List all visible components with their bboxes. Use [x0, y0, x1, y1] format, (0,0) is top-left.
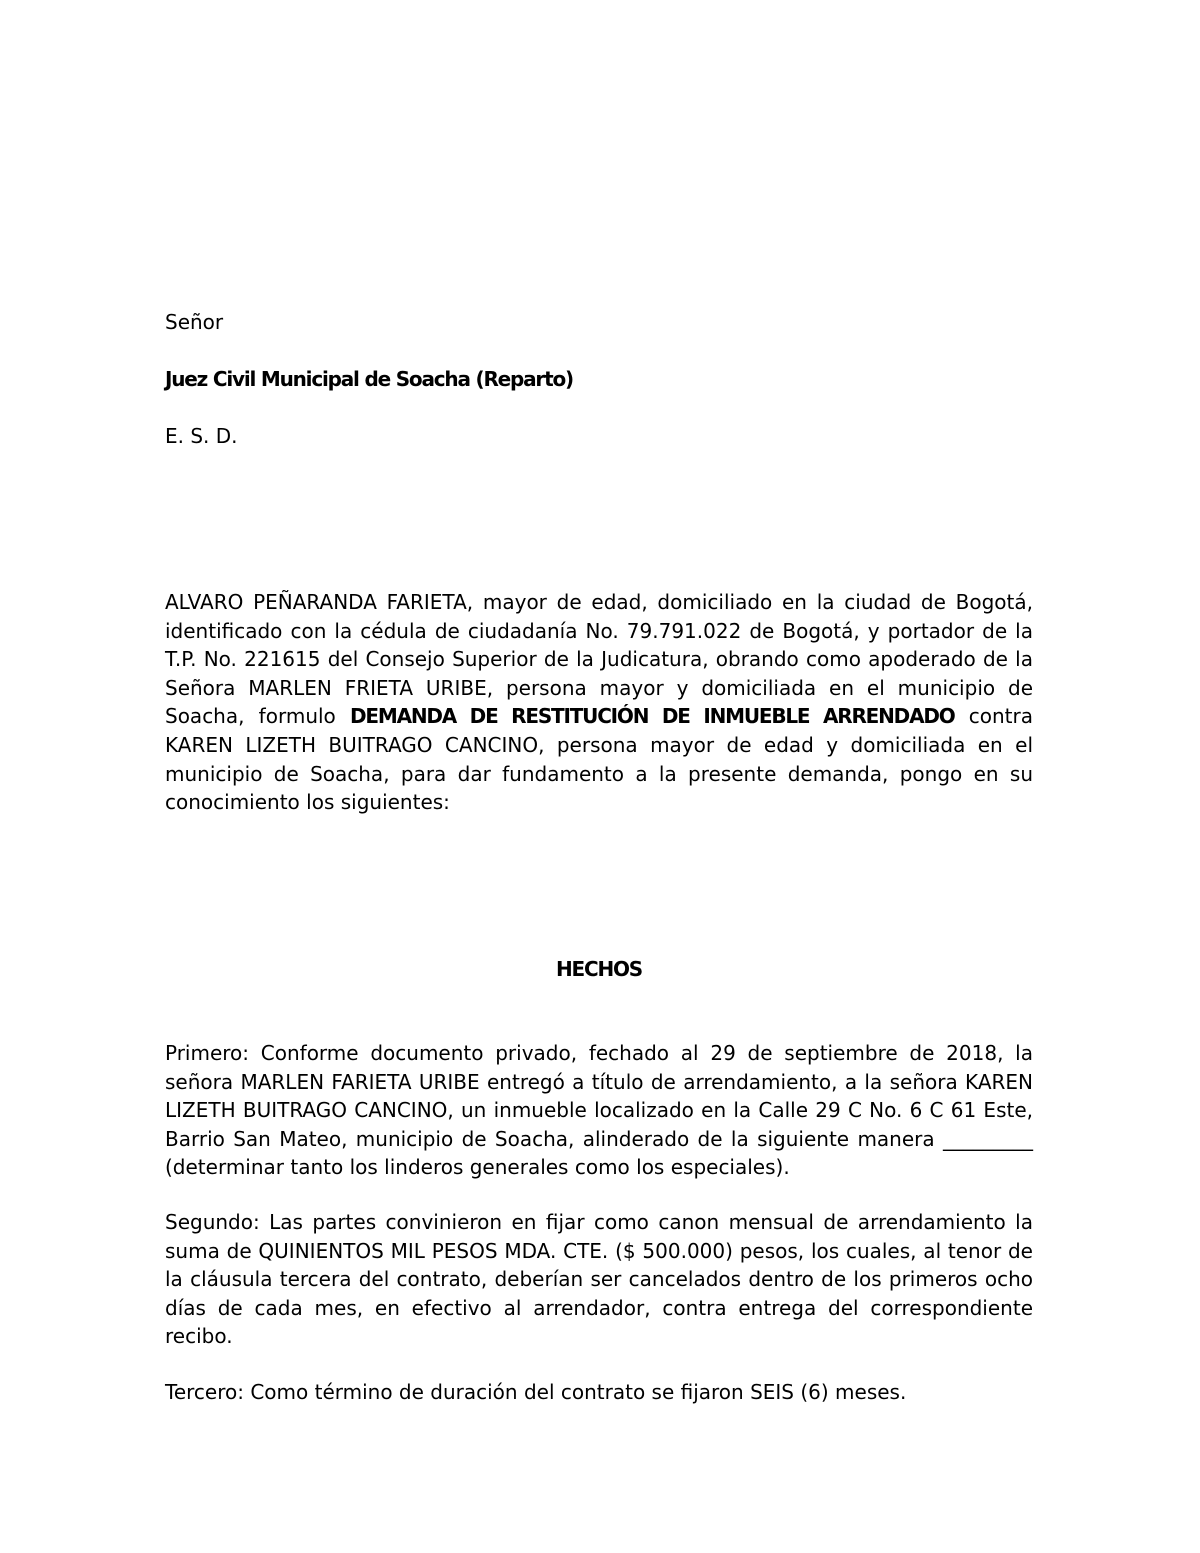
- addressee: Juez Civil Municipal de Soacha (Reparto): [165, 367, 573, 391]
- section-heading-hechos: HECHOS: [555, 957, 643, 981]
- intro-text-1: ALVARO PEÑARANDA FARIETA, mayor de edad, domiciliado en la ciudad de Bogotá, identificado con la cédula de ciudadanía No. 79.791.022 de Bogotá, y portador de la T.P. No. 221615 del Consejo Superior de la Judicatura, obrando como apoderado de la Señora MARLEN FRIETA URIBE, persona mayor y domiciliada en el municipio de Soacha, formulo: [165, 590, 1033, 729]
- fact-primero: Primero: Conforme documento privado, fechado al 29 de septiembre de 2018, la señora MARLEN FARIETA URIBE entregó a título de arrendamiento, a la señora KAREN LIZETH BUITRAGO CANCINO, un inmueble localizado en la Calle 29 C No. 6 C 61 Este, Barrio San Mateo, municipio de Soacha, alinderado de la siguiente manera _________ (determinar tanto los linderos generales como los especiales).: [165, 1041, 1033, 1180]
- intro-text-2: contra KAREN LIZETH BUITRAGO CANCINO, persona mayor de edad y domiciliada en el municipio de Soacha, para dar fundamento a la presente demanda, pongo en su conocimiento los siguientes:: [165, 704, 1033, 815]
- intro-paragraph: [165, 588, 1033, 817]
- claim-title: DEMANDA DE RESTITUCIÓN DE INMUEBLE ARRENDADO: [350, 704, 955, 729]
- fact-segundo: Segundo: Las partes convinieron en fijar como canon mensual de arrendamiento la suma de QUINIENTOS MIL PESOS MDA. CTE. ($ 500.000) pesos, los cuales, al tenor de la cláusula tercera del contrato, deberían ser cancelados dentro de los primeros ocho días de cada mes, en efectivo al arrendador, contra entrega del correspondiente recibo.: [165, 1210, 1033, 1349]
- fact-tercero: Tercero: Como término de duración del contrato se fijaron SEIS (6) meses.: [165, 1380, 907, 1404]
- salutation: Señor: [165, 310, 224, 334]
- esd-line: E. S. D.: [165, 424, 238, 448]
